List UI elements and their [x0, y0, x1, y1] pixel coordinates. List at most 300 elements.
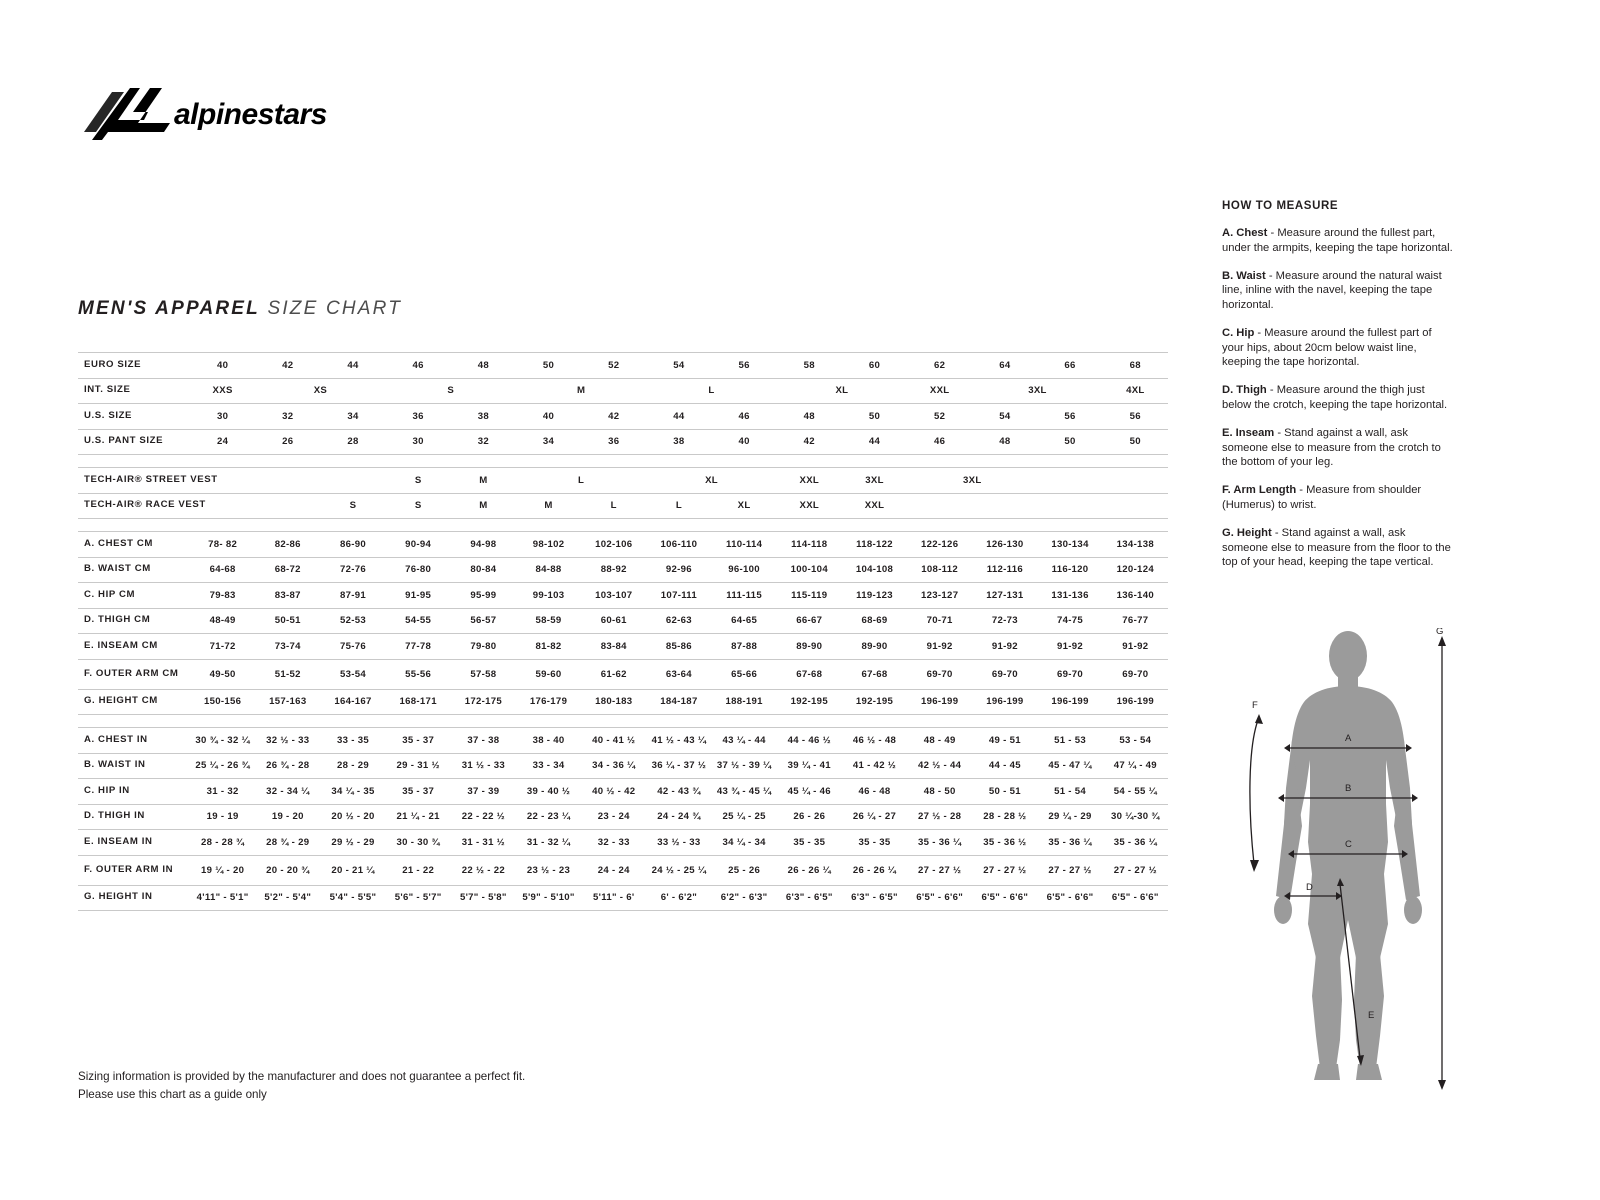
table-cell: L: [516, 468, 646, 494]
table-cell: 70-71: [907, 608, 972, 634]
table-cell: 46: [712, 404, 777, 430]
table-row: [78, 378, 1168, 404]
table-cell: L: [646, 378, 776, 404]
how-to-measure-item-lead: C. Hip: [1222, 326, 1255, 339]
table-cell: 87-88: [712, 634, 777, 660]
table-cell: 35 - 35: [842, 830, 907, 856]
how-to-measure-item-text: - Measure around the fullest part, under the armpits, keeping the tape horizontal.: [1222, 227, 1453, 254]
table-cell: 41 - 42 ½: [842, 753, 907, 779]
table-cell: [1037, 468, 1168, 494]
table-cell: S: [386, 378, 516, 404]
table-cell: 54: [972, 404, 1037, 430]
how-to-measure-panel: [1222, 200, 1454, 583]
table-cell: 188-191: [712, 689, 777, 715]
table-cell: 79-80: [451, 634, 516, 660]
table-cell: 42: [255, 353, 320, 379]
table-cell: 103-107: [581, 583, 646, 609]
table-cell: 196-199: [972, 689, 1037, 715]
page-title-bold: MEN'S APPAREL: [78, 298, 260, 319]
table-cell: 32: [255, 404, 320, 430]
table-cell: 27 - 27 ½: [1037, 855, 1102, 885]
table-cell: 40 - 41 ½: [581, 728, 646, 754]
how-to-measure-item: [1222, 383, 1454, 413]
table-cell: 84-88: [516, 557, 581, 583]
how-to-measure-heading: HOW TO MEASURE: [1222, 200, 1339, 212]
table-cell: 35 - 36 ½: [972, 830, 1037, 856]
table-row: [78, 429, 1168, 455]
table-cell: 116-120: [1037, 557, 1102, 583]
table-cell: 34 - 36 ¼: [581, 753, 646, 779]
table-cell: 26 ¾ - 28: [255, 753, 320, 779]
table-cell: 111-115: [712, 583, 777, 609]
table-cell: 59-60: [516, 659, 581, 689]
table-cell: 49 - 51: [972, 728, 1037, 754]
how-to-measure-item-lead: G. Height: [1222, 526, 1272, 539]
footnote-line-2: Please use this chart as a guide only: [78, 1087, 267, 1101]
table-cell: 130-134: [1037, 532, 1102, 558]
row-label-b-waist-in: B. WAIST IN: [78, 753, 190, 779]
footnote: [78, 1068, 525, 1104]
table-cell: 91-92: [907, 634, 972, 660]
table-cell: 150-156: [190, 689, 255, 715]
table-cell: 48: [777, 404, 842, 430]
table-cell: 56-57: [451, 608, 516, 634]
table-cell: 52-53: [320, 608, 385, 634]
table-cell: 19 ¼ - 20: [190, 855, 255, 885]
table-cell: 6'2" - 6'3": [712, 885, 777, 911]
table-row: [78, 885, 1168, 911]
table-cell: 6' - 6'2": [646, 885, 711, 911]
table-cell: 44 - 46 ½: [777, 728, 842, 754]
table-cell: 76-77: [1103, 608, 1168, 634]
table-cell: 67-68: [842, 659, 907, 689]
table-cell: 180-183: [581, 689, 646, 715]
table-cell: 32: [451, 429, 516, 455]
row-label-g-height-cm: G. HEIGHT CM: [78, 689, 190, 715]
table-cell: 45 ¼ - 46: [777, 779, 842, 805]
table-cell: 5'4" - 5'5": [320, 885, 385, 911]
table-cell: 60-61: [581, 608, 646, 634]
page-title: [78, 298, 402, 320]
table-cell: 48 - 50: [907, 779, 972, 805]
table-cell: 40 ½ - 42: [581, 779, 646, 805]
table-cell: 23 - 24: [581, 804, 646, 830]
table-cell: 64: [972, 353, 1037, 379]
table-cell: XXL: [777, 468, 842, 494]
table-cell: 77-78: [386, 634, 451, 660]
table-cell: 67-68: [777, 659, 842, 689]
table-cell: 120-124: [1103, 557, 1168, 583]
how-to-measure-list: [1222, 226, 1454, 570]
table-cell: 41 ½ - 43 ¼: [646, 728, 711, 754]
row-label-c-hip-cm: C. HIP CM: [78, 583, 190, 609]
table-cell: 22 ½ - 22: [451, 855, 516, 885]
table-cell: 196-199: [1103, 689, 1168, 715]
table-cell: 43 ¼ - 44: [712, 728, 777, 754]
table-spacer: [78, 715, 1168, 728]
table-cell: 24 - 24 ¾: [646, 804, 711, 830]
table-cell: 66: [1037, 353, 1102, 379]
table-cell: 100-104: [777, 557, 842, 583]
table-cell: XXL: [907, 378, 972, 404]
table-cell: 39 ¼ - 41: [777, 753, 842, 779]
table-cell: 48: [972, 429, 1037, 455]
table-cell: 40: [712, 429, 777, 455]
table-cell: 23 ½ - 23: [516, 855, 581, 885]
table-cell: 20 ½ - 20: [320, 804, 385, 830]
table-cell: 35 - 36 ¼: [907, 830, 972, 856]
table-cell: 26 - 26 ¼: [777, 855, 842, 885]
table-cell: 21 - 22: [386, 855, 451, 885]
table-cell: 68-72: [255, 557, 320, 583]
table-cell: 28 - 28 ¾: [190, 830, 255, 856]
table-cell: M: [516, 493, 581, 519]
table-cell: 98-102: [516, 532, 581, 558]
table-cell: 5'9" - 5'10": [516, 885, 581, 911]
table-cell: 27 - 27 ½: [907, 855, 972, 885]
table-cell: 56: [1103, 404, 1168, 430]
table-cell: 38: [451, 404, 516, 430]
footnote-line-1: Sizing information is provided by the manufacturer and does not guarantee a perfect fit.: [78, 1070, 526, 1083]
table-cell: 110-114: [712, 532, 777, 558]
table-cell: 50: [1103, 429, 1168, 455]
table-cell: 83-87: [255, 583, 320, 609]
size-chart-body: [78, 353, 1168, 911]
table-cell: 6'3" - 6'5": [777, 885, 842, 911]
table-cell: 3XL: [907, 468, 1037, 494]
table-cell: 33 ½ - 33: [646, 830, 711, 856]
table-row: [78, 353, 1168, 379]
table-cell: 50: [516, 353, 581, 379]
table-spacer: [78, 455, 1168, 468]
table-cell: S: [386, 493, 451, 519]
diagram-label-b: B: [1345, 783, 1352, 794]
table-cell: 49-50: [190, 659, 255, 689]
table-cell: 3XL: [972, 378, 1102, 404]
row-label-b-waist-cm: B. WAIST CM: [78, 557, 190, 583]
table-cell: 184-187: [646, 689, 711, 715]
table-cell: 56: [1037, 404, 1102, 430]
table-cell: 54 - 55 ¼: [1103, 779, 1168, 805]
table-cell: 95-99: [451, 583, 516, 609]
table-cell: 48 - 49: [907, 728, 972, 754]
table-cell: 192-195: [777, 689, 842, 715]
table-cell: 68: [1103, 353, 1168, 379]
how-to-measure-item-lead: E. Inseam: [1222, 426, 1275, 439]
table-cell: S: [386, 468, 451, 494]
table-cell: M: [451, 493, 516, 519]
how-to-measure-item-lead: D. Thigh: [1222, 384, 1267, 397]
table-cell: 33 - 35: [320, 728, 385, 754]
table-cell: 54-55: [386, 608, 451, 634]
table-cell: 157-163: [255, 689, 320, 715]
table-cell: 38 - 40: [516, 728, 581, 754]
alpinestars-logo: [78, 78, 358, 148]
table-cell: 86-90: [320, 532, 385, 558]
table-cell: 36: [386, 404, 451, 430]
table-cell: 6'5" - 6'6": [1037, 885, 1102, 911]
table-cell: 29 - 31 ½: [386, 753, 451, 779]
how-to-measure-item: [1222, 226, 1454, 256]
table-cell: 30 ¾ - 32 ¼: [190, 728, 255, 754]
table-cell: 74-75: [1037, 608, 1102, 634]
table-cell: 3XL: [842, 468, 907, 494]
row-label-int-size: INT. SIZE: [78, 378, 190, 404]
table-cell: 96-100: [712, 557, 777, 583]
table-cell: 91-92: [1037, 634, 1102, 660]
table-cell: 42: [777, 429, 842, 455]
table-cell: 88-92: [581, 557, 646, 583]
table-cell: 5'11" - 6': [581, 885, 646, 911]
table-cell: 66-67: [777, 608, 842, 634]
row-label-c-hip-in: C. HIP IN: [78, 779, 190, 805]
table-cell: 72-73: [972, 608, 1037, 634]
table-cell: 4'11" - 5'1": [190, 885, 255, 911]
row-label-e-inseam-in: E. INSEAM IN: [78, 830, 190, 856]
table-cell: M: [516, 378, 646, 404]
table-cell: XS: [255, 378, 385, 404]
table-cell: 60: [842, 353, 907, 379]
table-cell: 107-111: [646, 583, 711, 609]
table-cell: 5'2" - 5'4": [255, 885, 320, 911]
table-cell: 35 - 35: [777, 830, 842, 856]
table-cell: XXS: [190, 378, 255, 404]
how-to-measure-item-text: - Measure around the fullest part of your hips, about 20cm below waist line, keeping the tape horizontal.: [1222, 326, 1432, 369]
table-cell: 104-108: [842, 557, 907, 583]
table-cell: 71-72: [190, 634, 255, 660]
row-label-a-chest-in: A. CHEST IN: [78, 728, 190, 754]
row-label-tech-air-race-vest: TECH-AIR® RACE VEST: [78, 493, 190, 519]
table-cell: 34: [516, 429, 581, 455]
table-cell: 37 - 39: [451, 779, 516, 805]
table-cell: 62: [907, 353, 972, 379]
table-cell: 91-92: [972, 634, 1037, 660]
table-cell: 34 ¼ - 35: [320, 779, 385, 805]
table-cell: 31 - 31 ½: [451, 830, 516, 856]
table-cell: 192-195: [842, 689, 907, 715]
table-cell: 35 - 36 ¼: [1037, 830, 1102, 856]
table-cell: 118-122: [842, 532, 907, 558]
how-to-measure-item-text: - Stand against a wall, ask someone else to measure from the crotch to the bottom of your leg.: [1222, 426, 1441, 469]
table-cell: 6'3" - 6'5": [842, 885, 907, 911]
table-cell: 91-92: [1103, 634, 1168, 660]
table-cell: 47 ¼ - 49: [1103, 753, 1168, 779]
body-silhouette: [1274, 631, 1422, 1080]
table-cell: S: [320, 493, 385, 519]
table-cell: 80-84: [451, 557, 516, 583]
table-cell: 196-199: [907, 689, 972, 715]
table-cell: 52: [581, 353, 646, 379]
table-cell: 6'5" - 6'6": [972, 885, 1037, 911]
diagram-label-c: C: [1345, 839, 1352, 850]
row-label-f-outer-arm-cm: F. OUTER ARM CM: [78, 659, 190, 689]
table-cell: 27 - 27 ½: [1103, 855, 1168, 885]
table-cell: XL: [777, 378, 907, 404]
how-to-measure-item-text: - Measure around the natural waist line, inline with the navel, keeping the tape horizontal.: [1222, 269, 1442, 312]
table-cell: 63-64: [646, 659, 711, 689]
how-to-measure-item-lead: F. Arm Length: [1222, 484, 1297, 497]
table-cell: 22 - 23 ¼: [516, 804, 581, 830]
table-cell: 30: [190, 404, 255, 430]
table-cell: 51 - 54: [1037, 779, 1102, 805]
table-cell: 34: [320, 404, 385, 430]
table-cell: 83-84: [581, 634, 646, 660]
table-cell: 40: [516, 404, 581, 430]
table-cell: 44: [646, 404, 711, 430]
table-cell: 123-127: [907, 583, 972, 609]
table-cell: 164-167: [320, 689, 385, 715]
table-cell: 89-90: [777, 634, 842, 660]
table-row: [78, 557, 1168, 583]
table-cell: 85-86: [646, 634, 711, 660]
table-cell: 20 - 21 ¼: [320, 855, 385, 885]
row-label-u-s-pant-size: U.S. PANT SIZE: [78, 429, 190, 455]
table-row: [78, 728, 1168, 754]
table-row: [78, 659, 1168, 689]
how-to-measure-item-text: - Stand against a wall, ask someone else to measure from the floor to the top of your head, keeping the tape vertical.: [1222, 526, 1451, 569]
table-cell: 29 ½ - 29: [320, 830, 385, 856]
table-cell: 24 - 24: [581, 855, 646, 885]
table-cell: 108-112: [907, 557, 972, 583]
table-cell: 34 ¼ - 34: [712, 830, 777, 856]
table-cell: 46 - 48: [842, 779, 907, 805]
table-cell: 78- 82: [190, 532, 255, 558]
table-cell: 4XL: [1103, 378, 1168, 404]
table-cell: 58: [777, 353, 842, 379]
table-cell: 75-76: [320, 634, 385, 660]
table-cell: 35 - 37: [386, 728, 451, 754]
table-cell: 69-70: [907, 659, 972, 689]
table-cell: 38: [646, 429, 711, 455]
row-label-f-outer-arm-in: F. OUTER ARM IN: [78, 855, 190, 885]
table-cell: 24 ½ - 25 ¼: [646, 855, 711, 885]
table-cell: 114-118: [777, 532, 842, 558]
diagram-label-a: A: [1345, 733, 1352, 744]
table-row: [78, 779, 1168, 805]
row-label-d-thigh-cm: D. THIGH CM: [78, 608, 190, 634]
page-title-light: SIZE CHART: [267, 298, 403, 319]
table-cell: 87-91: [320, 583, 385, 609]
table-cell: 99-103: [516, 583, 581, 609]
table-cell: 53 - 54: [1103, 728, 1168, 754]
table-cell: 92-96: [646, 557, 711, 583]
how-to-measure-item: [1222, 269, 1454, 313]
table-cell: 61-62: [581, 659, 646, 689]
how-to-measure-item-lead: A. Chest: [1222, 227, 1268, 239]
table-row: [78, 753, 1168, 779]
table-cell: 30 ¼-30 ¾: [1103, 804, 1168, 830]
table-cell: 58-59: [516, 608, 581, 634]
table-cell: 56: [712, 353, 777, 379]
table-cell: 91-95: [386, 583, 451, 609]
row-label-u-s-size: U.S. SIZE: [78, 404, 190, 430]
table-cell: 20 - 20 ¾: [255, 855, 320, 885]
table-cell: 43 ¾ - 45 ¼: [712, 779, 777, 805]
table-cell: 35 - 36 ¼: [1103, 830, 1168, 856]
table-cell: 42: [581, 404, 646, 430]
row-label-d-thigh-in: D. THIGH IN: [78, 804, 190, 830]
table-cell: 127-131: [972, 583, 1037, 609]
table-cell: 44 - 45: [972, 753, 1037, 779]
table-cell: 106-110: [646, 532, 711, 558]
table-cell: 48-49: [190, 608, 255, 634]
how-to-measure-item: [1222, 426, 1454, 470]
table-row: [78, 855, 1168, 885]
table-cell: 42 ½ - 44: [907, 753, 972, 779]
table-cell: 81-82: [516, 634, 581, 660]
table-cell: 25 ¼ - 25: [712, 804, 777, 830]
row-label-euro-size: EURO SIZE: [78, 353, 190, 379]
table-cell: 35 - 37: [386, 779, 451, 805]
table-cell: 30 - 30 ¾: [386, 830, 451, 856]
table-cell: 37 - 38: [451, 728, 516, 754]
table-cell: 172-175: [451, 689, 516, 715]
table-cell: XL: [646, 468, 776, 494]
table-cell: 5'6" - 5'7": [386, 885, 451, 911]
table-cell: 31 - 32: [190, 779, 255, 805]
table-cell: 69-70: [1103, 659, 1168, 689]
table-cell: 46: [907, 429, 972, 455]
table-cell: 54: [646, 353, 711, 379]
table-cell: 176-179: [516, 689, 581, 715]
table-cell: 65-66: [712, 659, 777, 689]
table-cell: 31 ½ - 33: [451, 753, 516, 779]
table-cell: 51-52: [255, 659, 320, 689]
table-cell: 27 - 27 ½: [972, 855, 1037, 885]
table-cell: 102-106: [581, 532, 646, 558]
row-label-e-inseam-cm: E. INSEAM CM: [78, 634, 190, 660]
table-cell: 6'5" - 6'6": [907, 885, 972, 911]
table-cell: 33 - 34: [516, 753, 581, 779]
table-row: [78, 532, 1168, 558]
table-cell: 37 ½ - 39 ¼: [712, 753, 777, 779]
table-cell: 50: [1037, 429, 1102, 455]
row-label-a-chest-cm: A. CHEST CM: [78, 532, 190, 558]
table-cell: 73-74: [255, 634, 320, 660]
table-cell: 25 ¼ - 26 ¾: [190, 753, 255, 779]
table-cell: 90-94: [386, 532, 451, 558]
table-cell: 76-80: [386, 557, 451, 583]
table-cell: 28: [320, 429, 385, 455]
table-cell: 136-140: [1103, 583, 1168, 609]
table-cell: 64-65: [712, 608, 777, 634]
table-cell: 131-136: [1037, 583, 1102, 609]
table-cell: 44: [320, 353, 385, 379]
diagram-label-f: F: [1252, 700, 1258, 711]
table-cell: 21 ¼ - 21: [386, 804, 451, 830]
table-row: [78, 583, 1168, 609]
table-cell: 69-70: [1037, 659, 1102, 689]
table-cell: 26 - 26: [777, 804, 842, 830]
how-to-measure-item-text: - Measure from shoulder (Humerus) to wrist.: [1222, 484, 1422, 511]
table-cell: 48: [451, 353, 516, 379]
diagram-label-d: D: [1306, 882, 1313, 893]
table-cell: 119-123: [842, 583, 907, 609]
table-cell: 28 - 29: [320, 753, 385, 779]
table-cell: 55-56: [386, 659, 451, 689]
table-cell: 25 - 26: [712, 855, 777, 885]
table-cell: 19 - 19: [190, 804, 255, 830]
table-cell: 32 - 34 ¼: [255, 779, 320, 805]
table-cell: XXL: [842, 493, 907, 519]
table-cell: 44: [842, 429, 907, 455]
table-cell: 134-138: [1103, 532, 1168, 558]
table-row: [78, 634, 1168, 660]
diagram-label-e: E: [1368, 1010, 1375, 1021]
table-cell: 196-199: [1037, 689, 1102, 715]
how-to-measure-item: [1222, 483, 1454, 513]
table-cell: 40: [190, 353, 255, 379]
